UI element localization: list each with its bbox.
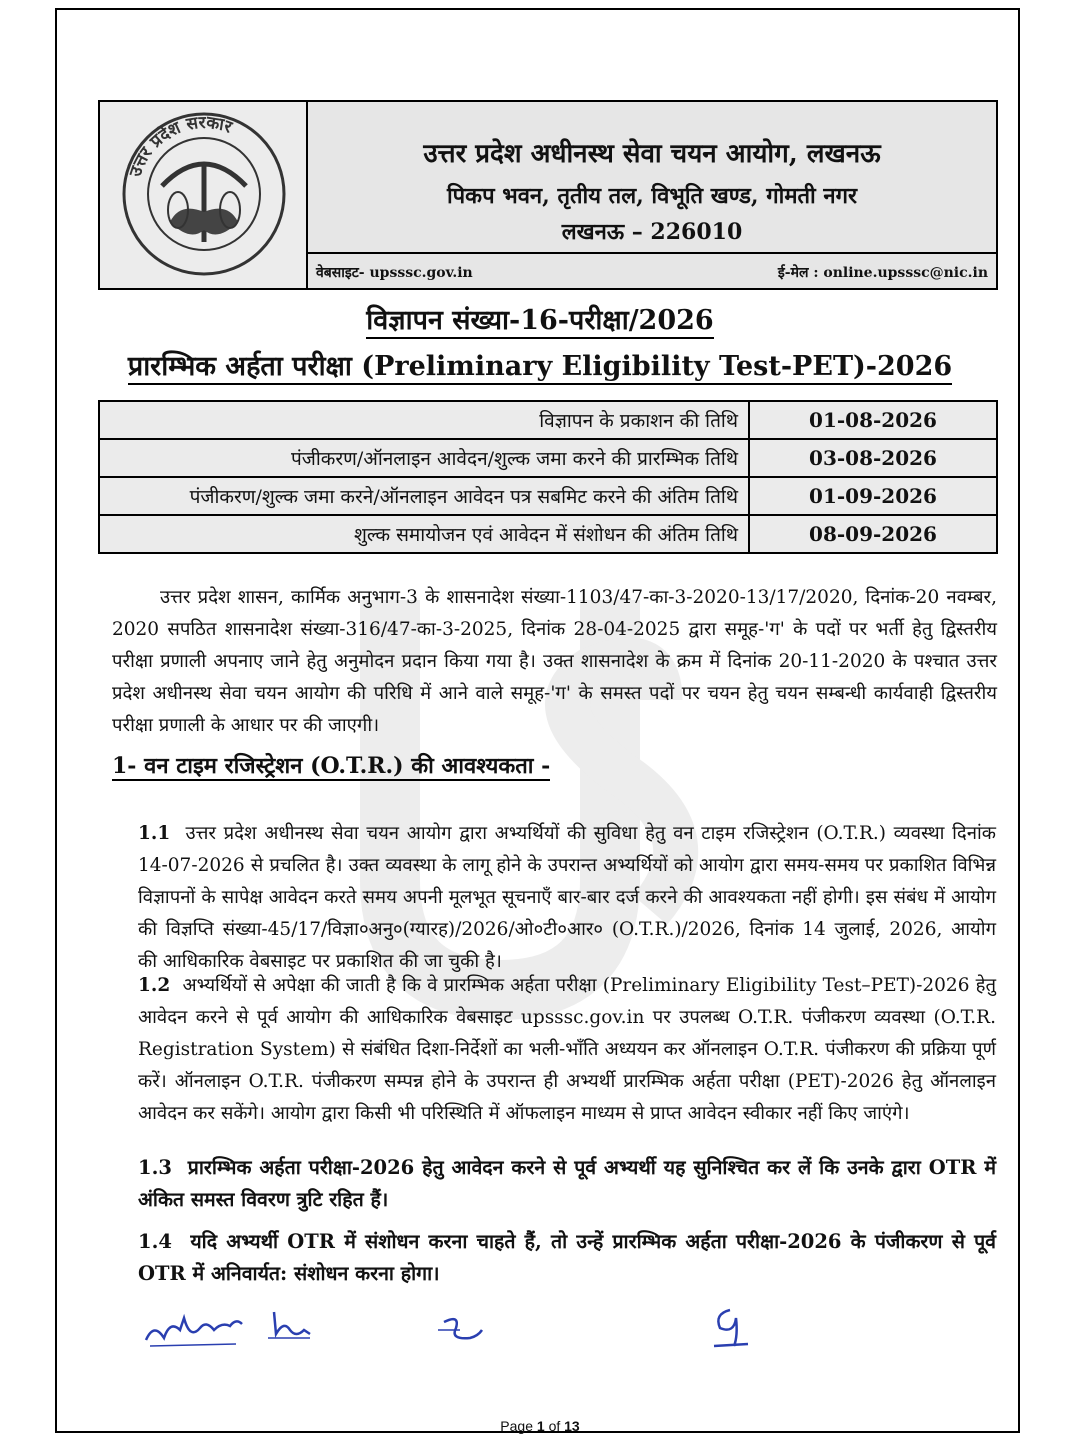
address-line-1: पिकप भवन, तृतीय तल, विभूति खण्ड, गोमती नगर	[446, 183, 857, 209]
date-label: शुल्क समायोजन एवं आवेदन में संशोधन की अंतिम तिथि	[99, 515, 749, 553]
page-footer	[0, 1418, 1080, 1434]
table-row	[99, 515, 997, 553]
page-word: Page	[500, 1418, 533, 1434]
signature-4	[700, 1300, 760, 1360]
paragraph-text: प्रारम्भिक अर्हता परीक्षा-2026 हेतु आवेदन करने से पूर्व अभ्यर्थी यह सुनिश्चित कर लें कि उनके द्वारा OTR में अंकित समस्त विवरण त्रुटि रहित हैं।	[138, 1156, 996, 1211]
paragraph-text: यदि अभ्यर्थी OTR में संशोधन करना चाहते हैं, तो उन्हें प्रारम्भिक अर्हता परीक्षा-2026 के पंजीकरण से पूर्व OTR में अनिवार्यत: संशोधन करना होगा।	[138, 1230, 997, 1285]
page-total: 13	[564, 1418, 580, 1434]
date-label: विज्ञापन के प्रकाशन की तिथि	[99, 401, 749, 439]
email-text[interactable]: ई-मेल : online.upsssc@nic.in	[777, 265, 988, 281]
paragraph-1-2	[138, 970, 996, 1130]
signature-3	[430, 1300, 490, 1350]
paragraph-1-4	[138, 1226, 996, 1290]
date-label: पंजीकरण/शुल्क जमा करने/ऑनलाइन आवेदन पत्र सबमिट करने की अंतिम तिथि	[99, 477, 749, 515]
address-cell	[308, 102, 996, 254]
advertisement-number: विज्ञापन संख्या-16-परीक्षा/2026	[0, 300, 1080, 337]
exam-title: प्रारम्भिक अर्हता परीक्षा (Preliminary Eligibility Test-PET)-2026	[0, 346, 1080, 383]
website-text[interactable]: वेबसाइट- upsssc.gov.in	[316, 265, 473, 281]
up-government-emblem	[100, 102, 308, 288]
important-dates-table	[98, 400, 998, 554]
signature-1	[140, 1300, 250, 1360]
signature-2	[260, 1300, 320, 1350]
date-value: 01-08-2026	[749, 401, 997, 439]
logo-cell	[100, 102, 308, 288]
section-heading: 1- वन टाइम रजिस्ट्रेशन (O.T.R.) की आवश्यकता -	[112, 753, 551, 779]
table-row	[99, 401, 997, 439]
paragraph-number: 1.2	[138, 975, 171, 996]
date-value: 08-09-2026	[749, 515, 997, 553]
page-number: 1	[536, 1418, 545, 1434]
paragraph-1-3	[138, 1152, 996, 1216]
paragraph-text: अभ्यर्थियों से अपेक्षा की जाती है कि वे प्रारम्भिक अर्हता परीक्षा (Preliminary Eligibility Test–PET)-2026 हेतु आवेदन करने से पूर्व आयोग की आधिकारिक वेबसाइट upsssc.gov.in पर उपलब्ध O.T.R. पंजीकरण व्यवस्था (O.T.R. Registration System) से संबंधित दिशा-निर्देशों का भली-भाँति अध्ययन कर ऑनलाइन O.T.R. पंजीकरण की प्रक्रिया पूर्ण करें। ऑनलाइन O.T.R. पंजीकरण सम्पन्न होने के उपरान्त ही अभ्यर्थी प्रारम्भिक अर्हता परीक्षा (PET)-2026 हेतु ऑनलाइन आवेदन कर सकेंगे। आयोग द्वारा किसी भी परिस्थिति में ऑफलाइन माध्यम से प्राप्त आवेदन स्वीकार नहीं किए जाएंगे।	[138, 975, 996, 1124]
paragraph-1-1	[138, 818, 996, 978]
paragraph-number: 1.3	[138, 1156, 172, 1179]
intro-paragraph: उत्तर प्रदेश शासन, कार्मिक अनुभाग-3 के शासनादेश संख्या-1103/47-का-3-2020-13/17/2020, दिनांक-20 नवम्बर, 2020 सपठित शासनादेश संख्या-316/47-का-3-2025, दिनांक 28-04-2025 द्वारा समूह-'ग' के पदों पर भर्ती हेतु द्विस्तरीय परीक्षा प्रणाली अपनाए जाने हेतु अनुमोदन प्रदान किया गया है। उक्त शासनादेश के क्रम में दिनांक 20-11-2020 के पश्चात उत्तर प्रदेश अधीनस्थ सेवा चयन आयोग की परिधि में आने वाले समूह-'ग' के समस्त पदों पर चयन हेतु चयन सम्बन्धी कार्यवाही द्विस्तरीय परीक्षा प्रणाली के आधार पर की जाएगी।	[112, 587, 997, 736]
emblem-text: उत्तर प्रदेश सरकार	[125, 112, 235, 180]
address-line-2: लखनऊ – 226010	[561, 219, 743, 245]
letterhead	[98, 100, 998, 290]
table-row	[99, 477, 997, 515]
contact-row	[308, 254, 996, 288]
paragraph-number: 1.4	[138, 1230, 172, 1253]
organization-name: उत्तर प्रदेश अधीनस्थ सेवा चयन आयोग, लखनऊ	[423, 139, 881, 169]
date-value: 03-08-2026	[749, 439, 997, 477]
paragraph-number: 1.1	[138, 823, 171, 844]
table-row	[99, 439, 997, 477]
date-value: 01-09-2026	[749, 477, 997, 515]
date-label: पंजीकरण/ऑनलाइन आवेदन/शुल्क जमा करने की प्रारम्भिक तिथि	[99, 439, 749, 477]
of-word: of	[548, 1418, 561, 1434]
paragraph-text: उत्तर प्रदेश अधीनस्थ सेवा चयन आयोग द्वारा अभ्यर्थियों की सुविधा हेतु वन टाइम रजिस्ट्रेशन (O.T.R.) व्यवस्था दिनांक 14-07-2026 से प्रचलित है। उक्त व्यवस्था के लागू होने के उपरान्त अभ्यर्थियों को आयोग द्वारा समय-समय पर प्रकाशित विभिन्न विज्ञापनों के सापेक्ष आवेदन करते समय अपनी मूलभूत सूचनाएँ बार-बार दर्ज करने की आवश्यकता नहीं होगी। इस संबंध में आयोग की विज्ञप्ति संख्या-45/17/विज्ञा०अनु०(ग्यारह)/2026/ओ०टी०आर० (O.T.R.)/2026, दिनांक 14 जुलाई, 2026, आयोग की आधिकारिक वेबसाइट पर प्रकाशित की जा चुकी है।	[138, 823, 996, 972]
